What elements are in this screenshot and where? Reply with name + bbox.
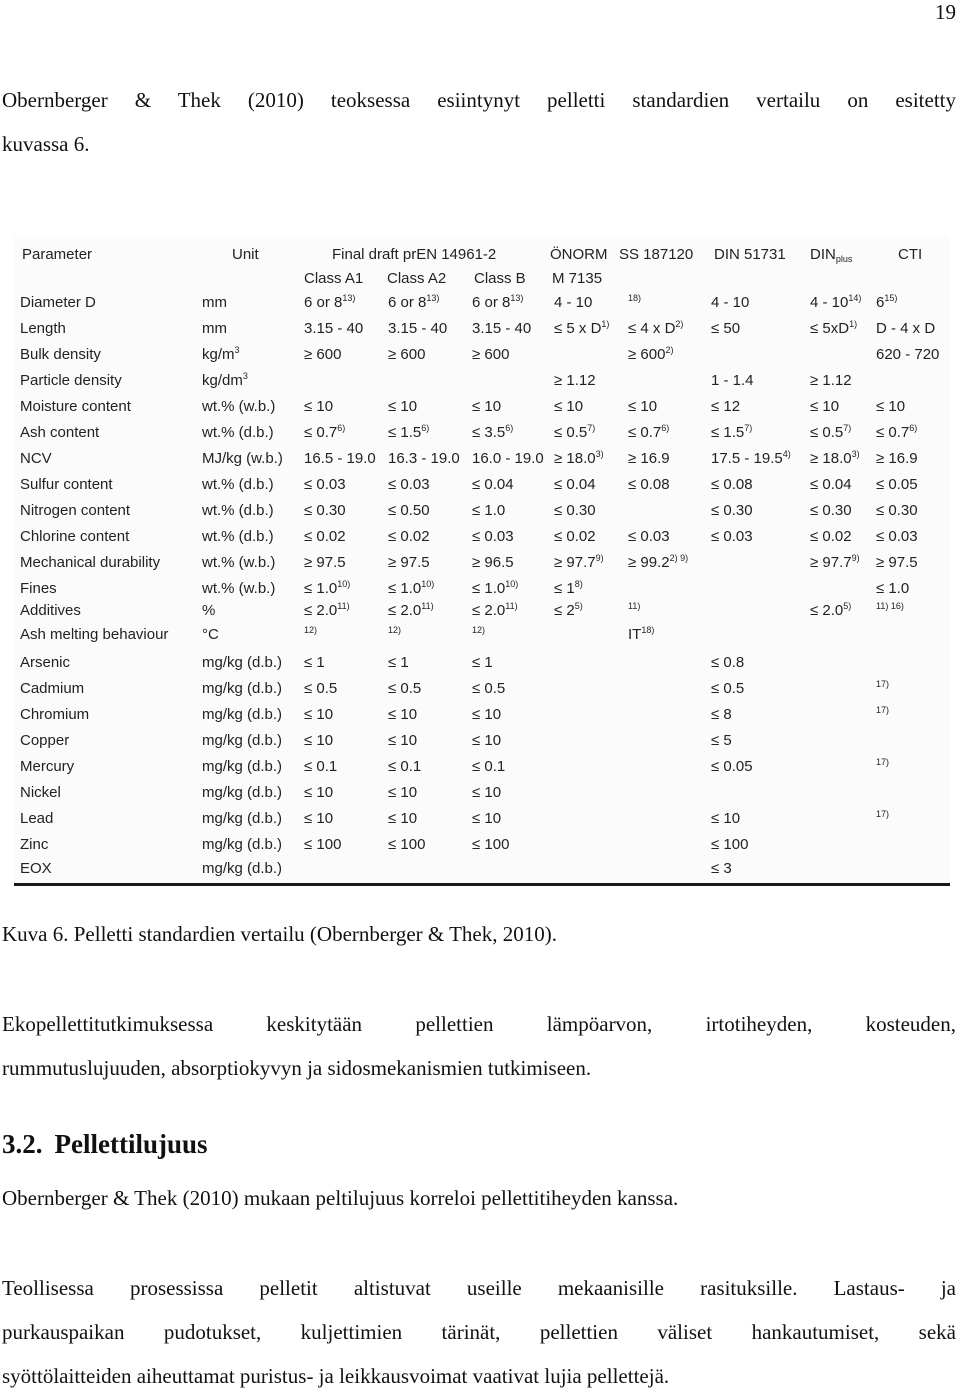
table-cell-param: NCV	[20, 450, 52, 467]
table-cell-param: EOX	[20, 860, 52, 877]
table-cell-a2: ≤ 0.02	[388, 528, 430, 545]
table-cell-a2: ≤ 0.03	[388, 476, 430, 493]
table-cell-b: ≤ $3.5^{6)}$	[472, 423, 514, 441]
subheader-cell: Class A2	[387, 270, 447, 287]
table-cell-onorm: ≥ $18.0^{3)}$	[554, 449, 604, 467]
table-cell-cti: ≤ $0.7^{6)}$	[876, 423, 918, 441]
table-cell-a2: ≥ 600	[388, 346, 426, 363]
table-cell-param: Chromium	[20, 706, 90, 723]
table-cell-dinplus: ≤ $2.0^{5)}$	[810, 601, 852, 619]
table-cell-param: Fines	[20, 580, 57, 597]
table-cell-b: ≤ $1.0^{10)}$	[472, 579, 519, 597]
table-cell-unit: mg/kg (d.b.)	[202, 732, 283, 749]
table-cell-din: ≤ 0.30	[711, 502, 753, 519]
table-cell-onorm: ≤ 0.04	[554, 476, 596, 493]
header-cell: DIN 51731	[714, 246, 786, 263]
table-cell-a1: ≤ 0.02	[304, 528, 346, 545]
table-cell-unit: $kg/m^3$	[202, 345, 240, 363]
table-cell-dinplus: ≥ $97.7^{9)}$	[810, 553, 860, 571]
table-cell-din: 1 - 1.4	[711, 372, 754, 389]
table-cell-a2: 6 or 8$^{13)}$	[388, 293, 440, 311]
para4-line-3: syöttölaitteiden aiheuttamat puristus- ja leikkausvoimat vaativat lujia pellettejä.	[2, 1364, 670, 1388]
table-cell-a2: ≤ $1.0^{10)}$	[388, 579, 435, 597]
table-cell-unit: mg/kg (d.b.)	[202, 836, 283, 853]
table-cell-a1: ≤ 0.1	[304, 758, 338, 775]
table-cell-ss: 11)	[628, 601, 641, 611]
table-cell-unit: mg/kg (d.b.)	[202, 860, 283, 877]
table-cell-ss: IT$^{18)}$	[628, 625, 655, 643]
table-cell-din: ≤ 0.05	[711, 758, 753, 775]
table-cell-a1: ≤ 0.03	[304, 476, 346, 493]
subheader-cell: Class A1	[304, 270, 364, 287]
para3: Obernberger & Thek (2010) mukaan peltilujuus korreloi pellettitiheyden kanssa.	[2, 1186, 679, 1210]
table-cell-b: ≤ 0.5	[472, 680, 506, 697]
table-cell-a1: 16.5 - 19.0	[304, 450, 376, 467]
table-cell-b: ≤ 10	[472, 810, 502, 827]
table-cell-a1: ≤ 10	[304, 784, 334, 801]
table-cell-a1: ≤ $0.7^{6)}$	[304, 423, 346, 441]
table-cell-b: ≤ 0.1	[472, 758, 506, 775]
page-number: 19	[935, 0, 956, 24]
header-cell: Parameter	[22, 246, 93, 263]
table-cell-param: Particle density	[20, 372, 122, 389]
table-cell-a2: ≤ 10	[388, 706, 418, 723]
table-cell-cti: D - 4 x D	[876, 320, 936, 337]
table-cell-param: Lead	[20, 810, 54, 827]
section-title: Pellettilujuus	[54, 1129, 208, 1159]
table-cell-a1: ≤ $1.0^{10)}$	[304, 579, 351, 597]
table-cell-b: ≤ $2.0^{11)}$	[472, 601, 518, 619]
table-cell-din: ≤ 3	[711, 860, 732, 877]
table-cell-unit: wt.% (w.b.)	[202, 398, 276, 415]
table-cell-b: 3.15 - 40	[472, 320, 532, 337]
table-cell-ss: ≤ 0.03	[628, 528, 670, 545]
table-cell-din: ≤ 0.08	[711, 476, 753, 493]
header-cell: ÖNORM	[550, 246, 608, 263]
table-cell-a1: ≤ 1	[304, 654, 325, 671]
table-cell-unit: wt.% (d.b.)	[202, 528, 274, 545]
table-cell-param: Nitrogen content	[20, 502, 131, 519]
table-cell-a2: ≤ 100	[388, 836, 426, 853]
section-number: 3.2.	[2, 1129, 43, 1159]
table-cell-din: ≤ 10	[711, 810, 741, 827]
table-cell-param: Diameter D	[20, 294, 96, 311]
table-cell-param: Bulk density	[20, 346, 101, 363]
table-cell-a2: ≤ 10	[388, 784, 418, 801]
table-cell-onorm: ≤ 0.02	[554, 528, 596, 545]
table-cell-unit: mm	[202, 294, 227, 311]
table-cell-ss: ≥ $99.2^{2) 9)}$	[628, 553, 689, 571]
table-cell-a1: ≤ 0.30	[304, 502, 346, 519]
table-cell-din: ≤ 100	[711, 836, 749, 853]
table-cell-cti: ≤ 1.0	[876, 580, 910, 597]
table-cell-a1: 6 or 8$^{13)}$	[304, 293, 356, 311]
table-cell-din: ≤ 0.8	[711, 654, 745, 671]
table-cell-b: ≤ 0.04	[472, 476, 514, 493]
table-cell-param: Mechanical durability	[20, 554, 161, 571]
table-cell-ss: ≤ 4 x $D^{2)}$	[628, 319, 684, 337]
table-cell-ss: ≤ $0.7^{6)}$	[628, 423, 670, 441]
table-bottom-rule	[14, 883, 950, 886]
table-cell-b: ≤ 10	[472, 706, 502, 723]
table-cell-param: Zinc	[20, 836, 49, 853]
table-cell-a2: ≤ 0.1	[388, 758, 422, 775]
table-cell-param: Cadmium	[20, 680, 85, 697]
table-cell-cti: ≤ 10	[876, 398, 906, 415]
table-cell-cti: 620 - 720	[876, 346, 940, 363]
table-cell-ss: ≤ 10	[628, 398, 658, 415]
header-cell: Final draft prEN 14961-2	[332, 246, 497, 263]
table-cell-onorm: 4 - 10	[554, 294, 593, 311]
table-cell-b: ≤ 100	[472, 836, 510, 853]
table-cell-dinplus: ≤ 10	[810, 398, 840, 415]
para4-line-1: Teollisessa prosessissa pelletit altistuvat useille mekaanisille rasituksille. Lastaus- ja	[2, 1276, 956, 1300]
table-cell-unit: mg/kg (d.b.)	[202, 654, 283, 671]
header-cell: Unit	[232, 246, 259, 263]
table-cell-onorm: ≥ $97.7^{9)}$	[554, 553, 604, 571]
table-cell-b: 12)	[472, 625, 486, 635]
table-cell-unit: wt.% (w.b.)	[202, 554, 276, 571]
table-cell-a1: 12)	[304, 625, 318, 635]
table-cell-din: ≤ 8	[711, 706, 732, 723]
table-cell-unit: wt.% (d.b.)	[202, 502, 274, 519]
table-cell-a1: ≥ 97.5	[304, 554, 346, 571]
table-cell-din: 17.5 - 19.5$^{4)}$	[711, 449, 791, 467]
table-cell-unit: °C	[202, 626, 219, 643]
table-cell-cti: ≥ 16.9	[876, 450, 918, 467]
table-cell-din: ≤ 0.5	[711, 680, 745, 697]
table-cell-b: ≤ 10	[472, 732, 502, 749]
table-cell-unit: wt.% (d.b.)	[202, 424, 274, 441]
table-cell-b: 6 or 8$^{13)}$	[472, 293, 524, 311]
table-cell-unit: %	[202, 602, 216, 619]
table-cell-a2: ≤ 0.5	[388, 680, 422, 697]
table-cell-ss: ≥ 16.9	[628, 450, 670, 467]
subheader-cell: M 7135	[552, 270, 603, 287]
table-cell-a1: ≤ 10	[304, 732, 334, 749]
table-cell-unit: mg/kg (d.b.)	[202, 810, 283, 827]
table-cell-cti: 17)	[876, 757, 890, 767]
table-cell-b: ≤ 10	[472, 784, 502, 801]
table-cell-dinplus: ≤ $0.5^{7)}$	[810, 423, 852, 441]
table-cell-cti: 17)	[876, 679, 890, 689]
para2-line-2: rummutuslujuuden, absorptiokyvyn ja sidosmekanismien tutkimiseen.	[2, 1056, 592, 1080]
table-cell-b: 16.0 - 19.0	[472, 450, 544, 467]
table-cell-unit: $kg/dm^3$	[202, 371, 248, 389]
table-cell-dinplus: ≤ 0.04	[810, 476, 852, 493]
header-cell: CTI	[898, 246, 923, 263]
table-cell-onorm: ≤ 5 x $D^{1)}$	[554, 319, 610, 337]
table-cell-b: ≤ 0.03	[472, 528, 514, 545]
table-cell-param: Chlorine content	[20, 528, 130, 545]
table-cell-a2: ≤ 1	[388, 654, 409, 671]
table-cell-param: Ash content	[20, 424, 100, 441]
table-cell-unit: wt.% (d.b.)	[202, 476, 274, 493]
table-cell-unit: mg/kg (d.b.)	[202, 758, 283, 775]
section-heading	[2, 1124, 208, 1164]
intro-line-1: Obernberger & Thek (2010) teoksessa esiintynyt pelletti standardien vertailu on esitetty	[2, 88, 956, 112]
table-cell-a1: ≤ 10	[304, 810, 334, 827]
table-cell-cti: ≥ 97.5	[876, 554, 918, 571]
table-cell-cti: ≤ 0.03	[876, 528, 918, 545]
table-cell-unit: wt.% (w.b.)	[202, 580, 276, 597]
table-cell-cti: ≤ 0.05	[876, 476, 918, 493]
table-cell-param: Mercury	[20, 758, 75, 775]
table-cell-unit: mg/kg (d.b.)	[202, 784, 283, 801]
table-cell-unit: mg/kg (d.b.)	[202, 680, 283, 697]
standards-comparison-table	[14, 236, 950, 886]
table-cell-onorm: ≤ $2^{5)}$	[554, 601, 583, 619]
table-cell-param: Arsenic	[20, 654, 71, 671]
subheader-cell: Class B	[474, 270, 526, 287]
table-cell-a2: ≤ 10	[388, 398, 418, 415]
table-cell-ss: 18)	[628, 293, 642, 303]
table-cell-a2: ≥ 97.5	[388, 554, 430, 571]
table-cell-b: ≤ 1	[472, 654, 493, 671]
table-cell-a2: ≤ 10	[388, 732, 418, 749]
table-cell-din: ≤ 50	[711, 320, 741, 337]
table-cell-cti: ≤ 0.30	[876, 502, 918, 519]
table-cell-param: Nickel	[20, 784, 61, 801]
table-cell-a2: ≤ $1.5^{6)}$	[388, 423, 430, 441]
table-cell-a1: ≤ $2.0^{11)}$	[304, 601, 350, 619]
table-cell-din: ≤ $1.5^{7)}$	[711, 423, 753, 441]
table-cell-a2: ≤ 10	[388, 810, 418, 827]
header-cell: SS 187120	[619, 246, 694, 263]
table-cell-a1: 3.15 - 40	[304, 320, 364, 337]
table-cell-unit: mg/kg (d.b.)	[202, 706, 283, 723]
header-dinplus: $DIN_{plus}$	[810, 246, 853, 264]
table-cell-ss: ≥ $600^{2)}$	[628, 345, 674, 363]
table-cell-unit: MJ/kg (w.b.)	[202, 450, 283, 467]
table-cell-dinplus: 4 - 10$^{14)}$	[810, 293, 862, 311]
table-cell-onorm: ≤ 0.30	[554, 502, 596, 519]
table-cell-b: ≥ 96.5	[472, 554, 514, 571]
table-cell-a1: ≤ 10	[304, 398, 334, 415]
table-cell-a2: 12)	[388, 625, 402, 635]
table-cell-unit: mm	[202, 320, 227, 337]
table-cell-a2: ≤ $2.0^{11)}$	[388, 601, 434, 619]
table-cell-onorm: ≤ $0.5^{7)}$	[554, 423, 596, 441]
table-cell-dinplus: ≥ $18.0^{3)}$	[810, 449, 860, 467]
table-cell-cti: 6$^{15)}$	[876, 293, 898, 311]
table-cell-a2: 3.15 - 40	[388, 320, 448, 337]
table-cell-param: Copper	[20, 732, 70, 749]
table-cell-a1: ≤ 100	[304, 836, 342, 853]
table-cell-b: ≤ 1.0	[472, 502, 506, 519]
table-cell-param: Length	[20, 320, 66, 337]
table-cell-b: ≤ 10	[472, 398, 502, 415]
table-cell-a1: ≤ 10	[304, 706, 334, 723]
table-cell-onorm: ≥ 1.12	[554, 372, 596, 389]
table-cell-a2: 16.3 - 19.0	[388, 450, 460, 467]
table-cell-dinplus: ≤ $5xD^{1)}$	[810, 319, 858, 337]
para2-line-1: Ekopellettitutkimuksessa keskitytään pellettien lämpöarvon, irtotiheyden, kosteuden,	[2, 1012, 956, 1036]
table-cell-ss: ≤ 0.08	[628, 476, 670, 493]
intro-line-2: kuvassa 6.	[2, 132, 90, 156]
table-cell-param: Moisture content	[20, 398, 131, 415]
para4-line-2: purkauspaikan pudotukset, kuljettimien tärinät, pellettien väliset hankautumiset, sekä	[2, 1320, 956, 1344]
table-cell-onorm: ≤ 10	[554, 398, 584, 415]
figure-caption: Kuva 6. Pelletti standardien vertailu (Obernberger & Thek, 2010).	[2, 922, 557, 946]
table-cell-param: Ash melting behaviour	[20, 626, 169, 643]
table-cell-cti: 17)	[876, 705, 890, 715]
table-cell-onorm: ≤ $1^{8)}$	[554, 579, 583, 597]
table-cell-b: ≥ 600	[472, 346, 510, 363]
table-cell-param: Additives	[20, 602, 81, 619]
table-cell-cti: 17)	[876, 809, 890, 819]
table-cell-cti: 11) 16)	[876, 601, 904, 611]
table-cell-din: ≤ 5	[711, 732, 732, 749]
table-cell-din: ≤ 12	[711, 398, 741, 415]
table-cell-dinplus: ≤ 0.30	[810, 502, 852, 519]
table-cell-a2: ≤ 0.50	[388, 502, 430, 519]
table-cell-din: ≤ 0.03	[711, 528, 753, 545]
table-cell-a1: ≤ 0.5	[304, 680, 338, 697]
table-cell-din: 4 - 10	[711, 294, 750, 311]
table-cell-dinplus: ≥ 1.12	[810, 372, 852, 389]
table-cell-dinplus: ≤ 0.02	[810, 528, 852, 545]
table-cell-param: Sulfur content	[20, 476, 113, 493]
table-cell-a1: ≥ 600	[304, 346, 342, 363]
